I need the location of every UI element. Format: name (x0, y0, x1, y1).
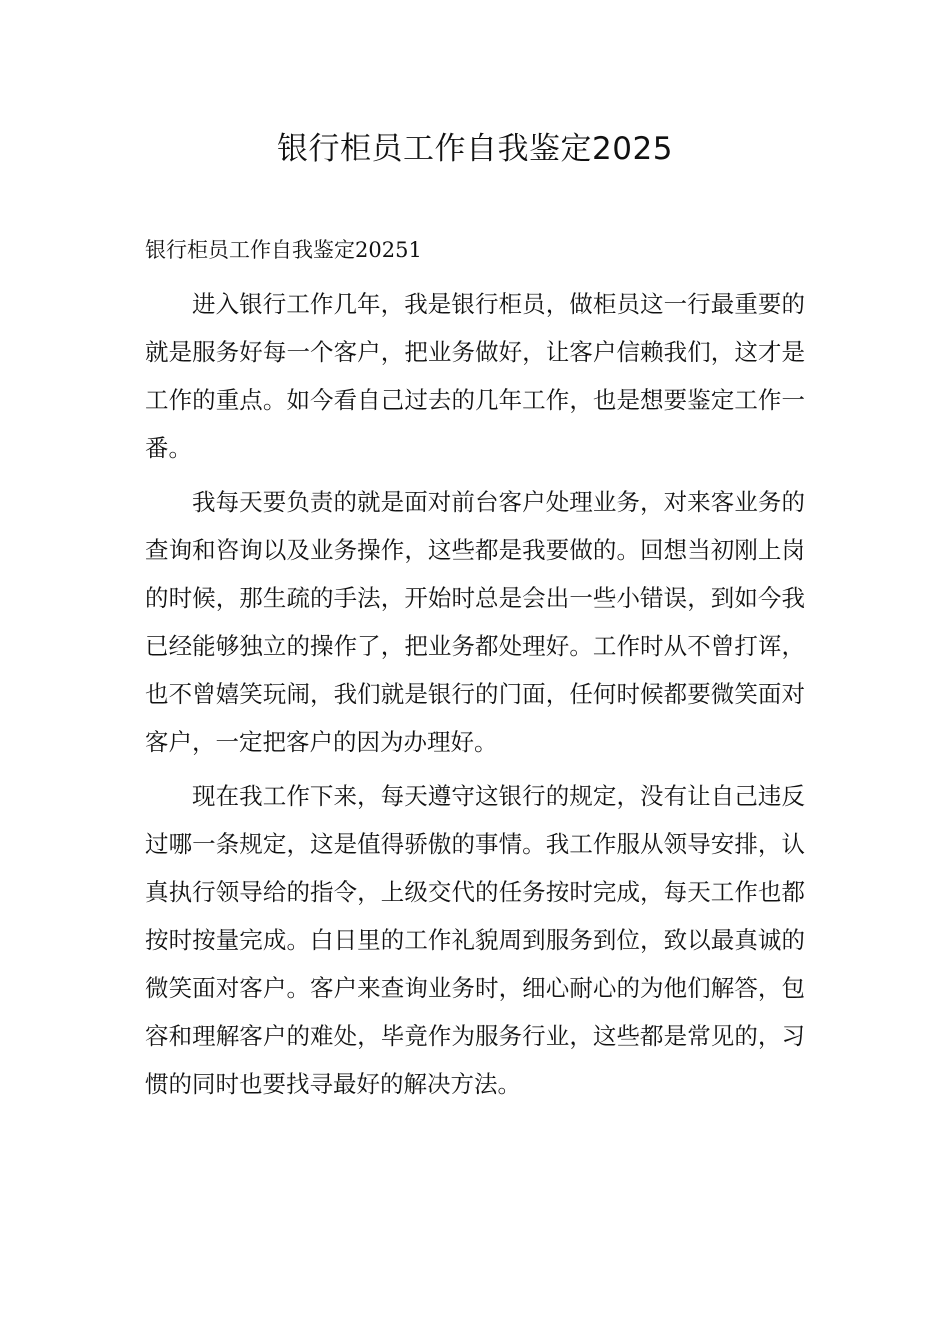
document-title: 银行柜员工作自我鉴定2025 (277, 131, 673, 167)
document-body (145, 280, 805, 1108)
paragraph-2: 我每天要负责的就是面对前台客户处理业务，对来客业务的查询和咨询以及业务操作，这些都是我要做的。回想当初刚上岗的时候，那生疏的手法，开始时总是会出一些小错误，到如今我已经能够独立的操作了，把业务都处理好。工作时从不曾打诨，也不曾嬉笑玩闹，我们就是银行的门面，任何时候都要微笑面对客户，一定把客户的因为办理好。 (145, 488, 805, 756)
paragraph-1: 进入银行工作几年，我是银行柜员，做柜员这一行最重要的就是服务好每一个客户，把业务做好，让客户信赖我们，这才是工作的重点。如今看自己过去的几年工作，也是想要鉴定工作一番。 (145, 290, 805, 462)
paragraph-3: 现在我工作下来，每天遵守这银行的规定，没有让自己违反过哪一条规定，这是值得骄傲的事情。我工作服从领导安排，认真执行领导给的指令，上级交代的任务按时完成，每天工作也都按时按量完成。白日里的工作礼貌周到服务到位，致以最真诚的微笑面对客户。客户来查询业务时，细心耐心的为他们解答，包容和理解客户的难处，毕竟作为服务行业，这些都是常见的，习惯的同时也要找寻最好的解决方法。 (145, 782, 805, 1098)
document-subtitle: 银行柜员工作自我鉴定20251 (145, 238, 422, 262)
